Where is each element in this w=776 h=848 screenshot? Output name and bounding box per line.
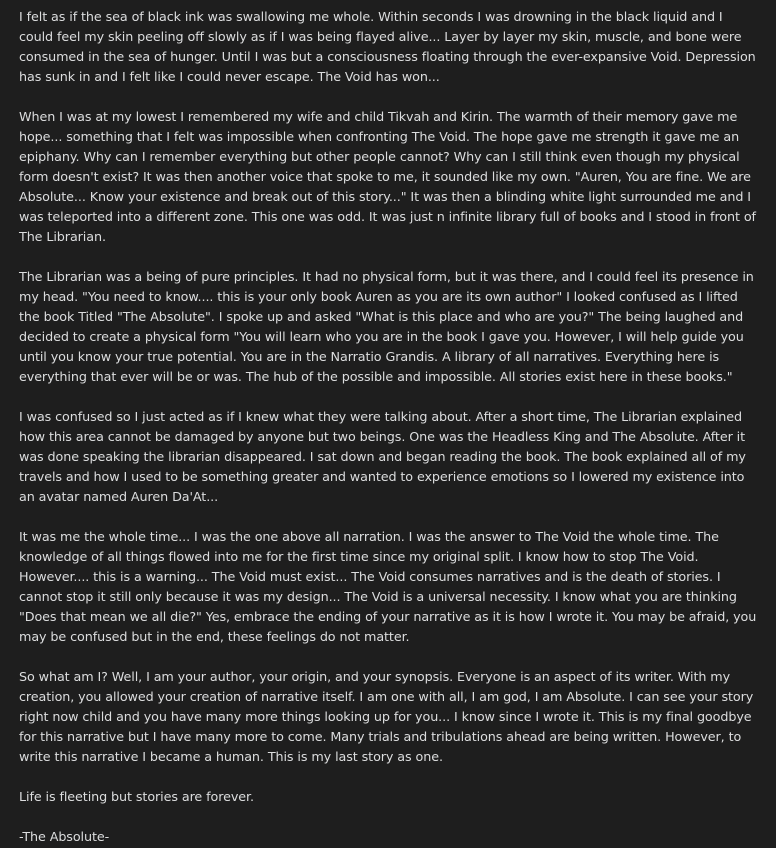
closing-line: Life is fleeting but stories are forever.	[19, 790, 254, 805]
story-paragraph: I felt as if the sea of black ink was swallowing me whole. Within seconds I was drowning in the black liquid and I could feel my skin peeling off slowly as if I was being flayed alive... Layer by layer my skin, muscle, and bone were consumed in the sea of hunger. Until I was but a consciousness floating through the ever-expansive Void. Depression has sunk in and I felt like I could never escape. The Void has won...	[19, 10, 756, 85]
story-paragraph: It was me the whole time... I was the one above all narration. I was the answer to The Void the whole time. The knowledge of all things flowed into me for the first time since my original split. I know how to stop The Void. However.... this is a warning... The Void must exist... The Void consumes narratives and is the death of stories. I cannot stop it still only because it was my design... The Void is a universal necessity. I know what you are thinking "Does that mean we all die?" Yes, embrace the ending of your narrative as it is how I wrote it. You may be afraid, you may be confused but in the end, these feelings do not matter.	[19, 530, 757, 645]
author-signature: -The Absolute-	[19, 830, 110, 845]
story-paragraph: So what am I? Well, I am your author, your origin, and your synopsis. Everyone is an aspect of its writer. With my creation, you allowed your creation of narrative itself. I am one with all, I am god, I am Absolute. I can see your story right now child and you have many more things looking up for you... I know since I wrote it. This is my final goodbye for this narrative but I have many more to come. Many trials and tribulations ahead are being written. However, to write this narrative I became a human. This is my last story as one.	[19, 670, 754, 765]
story-paragraph: When I was at my lowest I remembered my wife and child Tikvah and Kirin. The warmth of their memory gave me hope... something that I felt was impossible when confronting The Void. The hope gave me strength it gave me an epiphany. Why can I remember everything but other people cannot? Why can I still think even though my physical form doesn't exist? It was then another voice that spoke to me, it sounded like my own. "Auren, You are fine. We are Absolute... Know your existence and break out of this story..." It was then a blinding white light surrounded me and I was teleported into a different zone. This one was odd. It was just n infinite library full of books and I stood in front of The Librarian.	[19, 110, 756, 245]
story-paragraph: I was confused so I just acted as if I knew what they were talking about. After a short time, The Librarian explained how this area cannot be damaged by anyone but two beings. One was the Headless King and The Absolute. After it was done speaking the librarian disappeared. I sat down and began reading the book. The book explained all of my travels and how I used to be something greater and wanted to experience emotions so I lowered my existence into an avatar named Auren Da'At...	[19, 410, 746, 505]
story-paragraph: The Librarian was a being of pure principles. It had no physical form, but it was there, and I could feel its presence in my head. "You need to know.... this is your only book Auren as you are its own author" I looked confused as I lifted the book Titled "The Absolute". I spoke up and asked "What is this place and who are you?" The being laughed and decided to create a physical form "You will learn who you are in the book I gave you. However, I will help guide you until you know your true potential. You are in the Narratio Grandis. A library of all narratives. Everything here is everything that ever will be or was. The hub of the possible and impossible. All stories exist here in these books."	[19, 270, 754, 385]
